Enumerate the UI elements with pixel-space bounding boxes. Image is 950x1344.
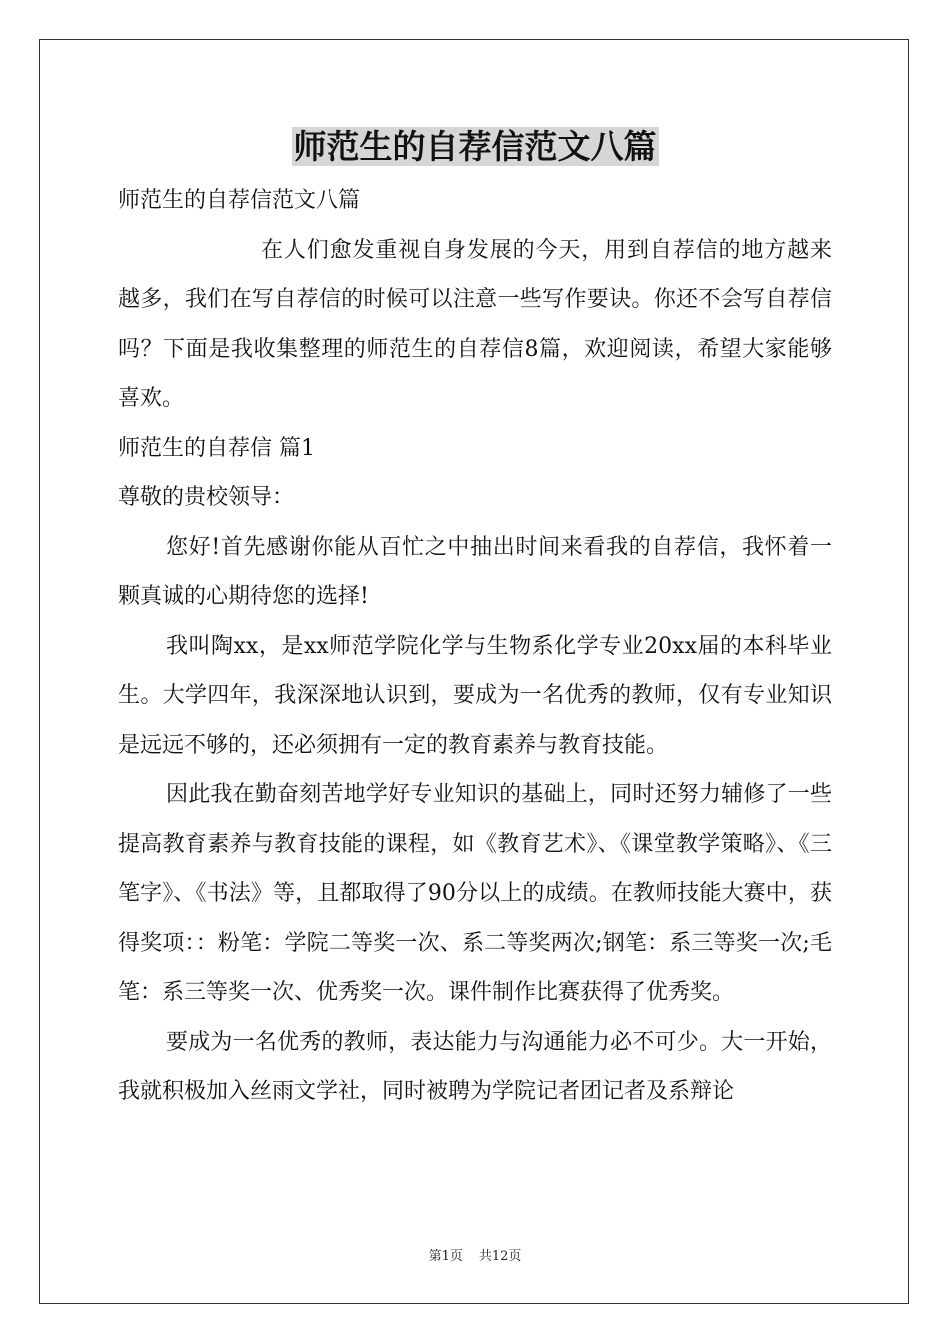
- document-subtitle: 师范生的自荐信范文八篇: [118, 188, 361, 213]
- body-paragraph: 您好!首先感谢你能从百忙之中抽出时间来看我的自荐信，我怀着一颗真诚的心期待您的选择!: [118, 534, 832, 609]
- document-title: [0, 124, 950, 170]
- body-paragraph: 因此我在勤奋刻苦地学好专业知识的基础上，同时还努力辅修了一些提高教育素养与教育技能的课程，如《教育艺术》、《课堂教学策略》、《三笔字》、《书法》等，且都取得了90分以上的成绩。在教师技能大赛中，获得奖项：：粉笔：学院二等奖一次、系二等奖两次;钢笔：系三等奖一次;毛笔：系三等奖一次、优秀奖一次。课件制作比赛获得了优秀奖。: [118, 782, 832, 1005]
- document-body: [118, 176, 832, 1117]
- intro-paragraph: 在人们愈发重视自身发展的今天，用到自荐信的地方越来越多，我们在写自荐信的时候可以注意一些写作要诀。你还不会写自荐信吗？下面是我收集整理的师范生的自荐信8篇，欢迎阅读，希望大家能够喜欢。: [118, 237, 832, 411]
- page-number: 第1页: [428, 1249, 463, 1264]
- body-paragraph: 我叫陶xx，是xx师范学院化学与生物系化学专业20xx届的本科毕业生。大学四年，我深深地认识到，要成为一名优秀的教师，仅有专业知识是远远不够的，还必须拥有一定的教育素养与教育技能。: [118, 633, 832, 758]
- section-heading: 师范生的自荐信 篇1: [118, 435, 315, 461]
- body-paragraph: 要成为一名优秀的教师，表达能力与沟通能力必不可少。大一开始，我就积极加入丝雨文学社，同时被聘为学院记者团记者及系辩论: [118, 1029, 832, 1104]
- page-total: 共12页: [478, 1249, 522, 1264]
- document-title-text: 师范生的自荐信范文八篇: [293, 127, 657, 166]
- salutation: 尊敬的贵校领导：: [118, 485, 295, 510]
- page-footer: [0, 1248, 950, 1266]
